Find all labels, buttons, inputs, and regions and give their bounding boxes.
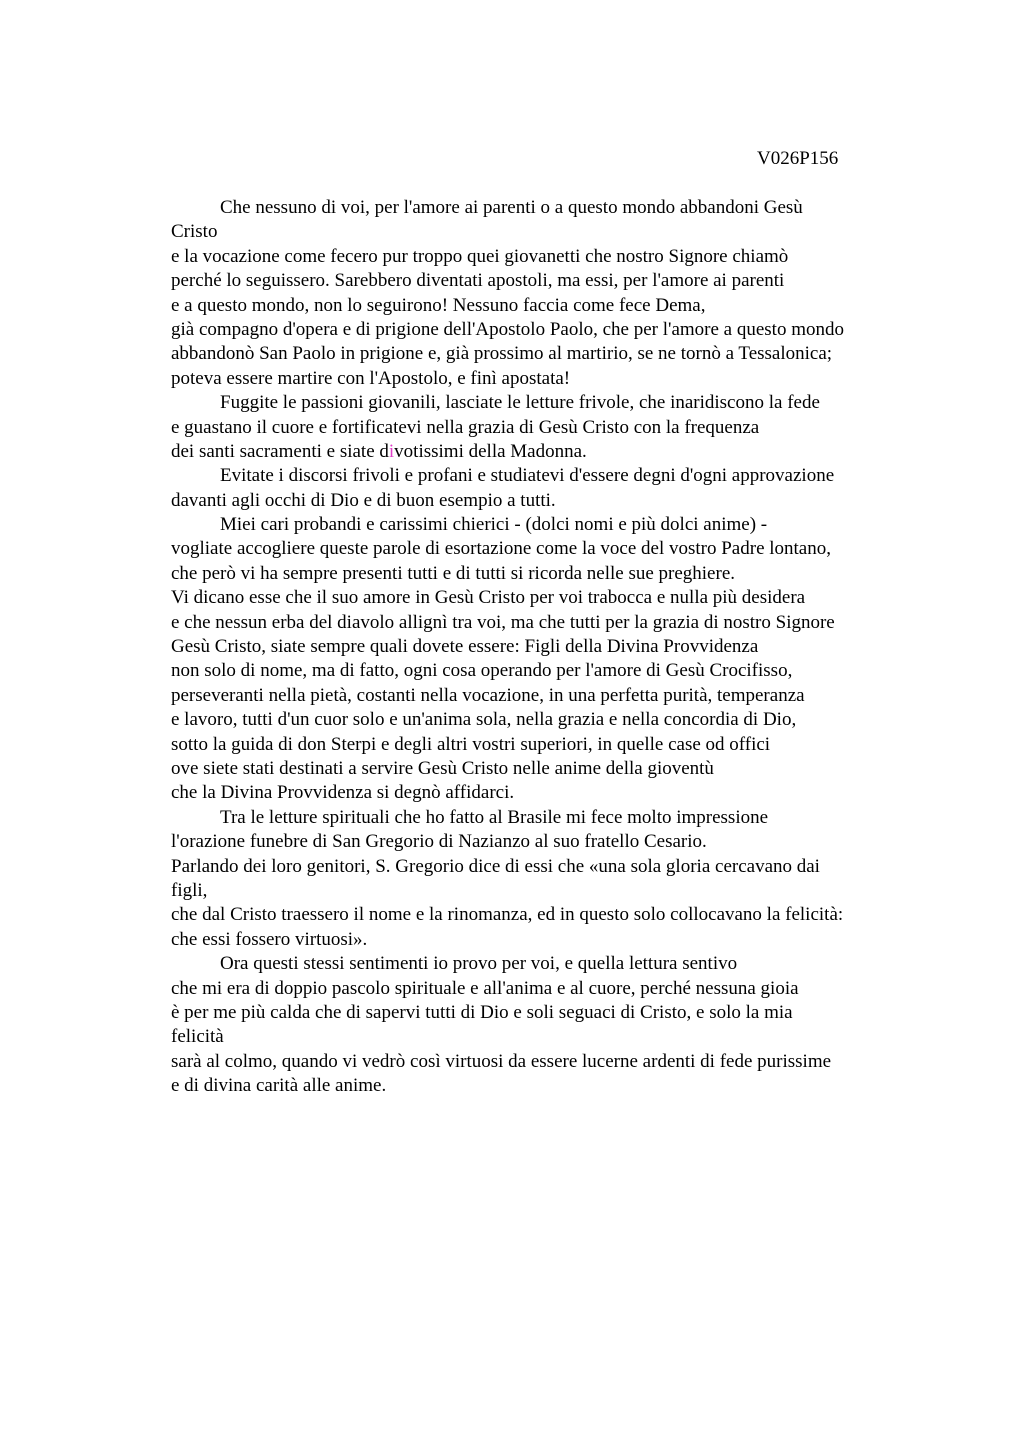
- text-line: perseveranti nella pietà, costanti nella vocazione, in una perfetta purità, temperanza: [171, 684, 805, 706]
- page-identifier: V026P156: [757, 148, 839, 169]
- text-line: che la Divina Provvidenza si degnò affidarci.: [171, 782, 515, 804]
- text-line: Ora questi stessi sentimenti io provo per voi, e quella lettura sentivo: [220, 953, 738, 975]
- text-line: che però vi ha sempre presenti tutti e di tutti si ricorda nelle sue preghiere.: [171, 562, 735, 584]
- highlighted-letter: i: [388, 440, 395, 462]
- text-line: [171, 440, 931, 464]
- text-line: ove siete stati destinati a servire Gesù Cristo nelle anime della gioventù: [171, 757, 714, 779]
- text-line: l'orazione funebre di San Gregorio di Nazianzo al suo fratello Cesario.: [171, 831, 707, 853]
- text-line: Cristo: [171, 221, 218, 243]
- text-line: Miei cari probandi e carissimi chierici - (dolci nomi e più dolci anime) -: [220, 514, 768, 536]
- text-line: e che nessun erba del diavolo allignì tra voi, ma che tutti per la grazia di nostro Signore: [171, 611, 835, 633]
- text-line: davanti agli occhi di Dio e di buon esempio a tutti.: [171, 489, 556, 511]
- text-line: Fuggite le passioni giovanili, lasciate le letture frivole, che inaridiscono la fede: [220, 392, 820, 414]
- text-line: già compagno d'opera e di prigione dell'Apostolo Paolo, che per l'amore a questo mondo: [171, 318, 844, 340]
- text-line: sarà al colmo, quando vi vedrò così virtuosi da essere lucerne ardenti di fede purissime: [171, 1050, 832, 1072]
- text-line: e di divina carità alle anime.: [171, 1075, 387, 1097]
- text-line: che mi era di doppio pascolo spirituale e all'anima e al cuore, perché nessuna gioia: [171, 977, 799, 999]
- text-line: Parlando dei loro genitori, S. Gregorio dice di essi che «una sola gloria cercavano dai: [171, 855, 820, 877]
- text-line: sotto la guida di don Sterpi e degli altri vostri superiori, in quelle case od offici: [171, 733, 771, 755]
- text-line: Che nessuno di voi, per l'amore ai parenti o a questo mondo abbandoni Gesù: [220, 197, 803, 218]
- text-line: Vi dicano esse che il suo amore in Gesù Cristo per voi trabocca e nulla più desidera: [171, 587, 806, 609]
- text-line: è per me più calda che di sapervi tutti di Dio e soli seguaci di Cristo, e solo la mia: [171, 1001, 793, 1023]
- text-line: perché lo seguissero. Sarebbero diventati apostoli, ma essi, per l'amore ai parenti: [171, 270, 785, 292]
- text-line: figli,: [171, 879, 208, 901]
- text-line: Evitate i discorsi frivoli e profani e studiatevi d'essere degni d'ogni approvazione: [220, 465, 835, 487]
- text-line: e la vocazione come fecero pur troppo quei giovanetti che nostro Signore chiamò: [171, 245, 789, 267]
- text-line: e lavoro, tutti d'un cuor solo e un'anima sola, nella grazia e nella concordia di Dio,: [171, 709, 797, 731]
- text-line: che dal Cristo traessero il nome e la rinomanza, ed in questo solo collocavano la felicità:: [171, 904, 844, 926]
- text-line: non solo di nome, ma di fatto, ogni cosa operando per l'amore di Gesù Crocifisso,: [171, 660, 793, 682]
- text-line: abbandonò San Paolo in prigione e, già prossimo al martirio, se ne tornò a Tessalonica;: [171, 343, 833, 365]
- text-segment: dei santi sacramenti e siate d: [171, 440, 389, 462]
- text-line: che essi fossero virtuosi».: [171, 928, 368, 950]
- text-line: poteva essere martire con l'Apostolo, e finì apostata!: [171, 367, 571, 389]
- text-line: vogliate accogliere queste parole di esortazione come la voce del vostro Padre lontano,: [171, 538, 831, 560]
- text-segment: votissimi della Madonna.: [394, 440, 587, 462]
- text-line: Tra le letture spirituali che ho fatto al Brasile mi fece molto impressione: [220, 806, 769, 828]
- text-line: e guastano il cuore e fortificatevi nella grazia di Gesù Cristo con la frequenza: [171, 416, 760, 438]
- text-line: felicità: [171, 1026, 224, 1048]
- text-line: e a questo mondo, non lo seguirono! Nessuno faccia come fece Dema,: [171, 294, 706, 316]
- text-line: Gesù Cristo, siate sempre quali dovete essere: Figli della Divina Provvidenza: [171, 636, 759, 658]
- letter-body: [171, 196, 931, 1098]
